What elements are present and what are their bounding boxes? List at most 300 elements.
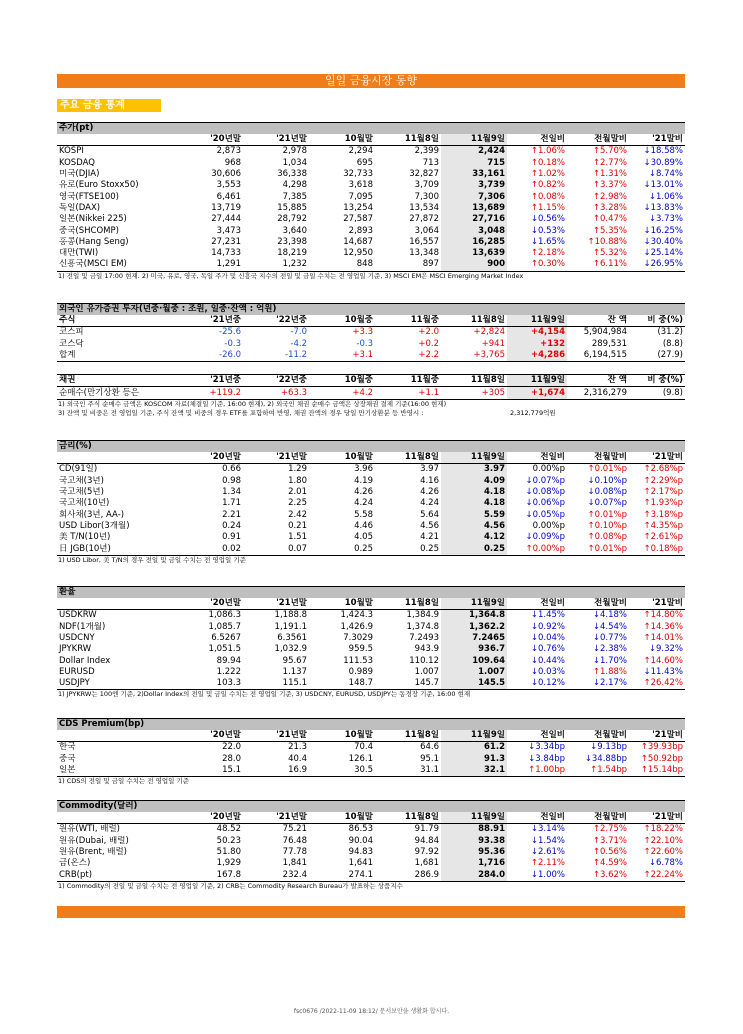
cell-value: 1,085.7 xyxy=(208,621,241,632)
cell-value: +4.2 xyxy=(309,387,375,399)
footnote: 1) 외국인 주식 순매수 금액은 KOSCOM 자료(체결일 기준, 16:00 현재), 2) 외국인 채권 순매수 금액은 상장채권 결제 기준(16:00 현재) xyxy=(58,399,447,408)
cell-value: 7.2465 xyxy=(441,633,507,644)
cell-value: +941 xyxy=(481,338,505,349)
cell-value: 0.66 xyxy=(222,464,241,475)
row-label: 대만(TWI) xyxy=(59,248,99,259)
column-header: '21년중 xyxy=(177,315,243,327)
change-value: ↓8.74% xyxy=(648,169,683,180)
change-value: 0.00%p xyxy=(532,520,565,531)
cell-value: 2,316,279 xyxy=(567,387,629,399)
cell-value: 145.5 xyxy=(441,678,507,690)
table-row xyxy=(57,836,685,847)
row-label: KOSPI xyxy=(59,146,84,157)
change-value: ↑22.24% xyxy=(629,869,685,881)
cell-value: 91.3 xyxy=(441,754,507,765)
cell-value: 4.18 xyxy=(441,487,507,498)
row-label: 일본 xyxy=(57,765,177,777)
cell-value: 1,384.9 xyxy=(406,610,439,621)
row-label: CD(91일) xyxy=(59,464,98,475)
cell-value: 28.0 xyxy=(222,753,241,764)
header-row xyxy=(57,134,685,146)
change-value: ↓0.08%p xyxy=(587,487,627,498)
cell-value: 2,873 xyxy=(216,146,241,157)
footnote: 1) Commodity의 전일 및 금일 수치는 전 영업일 기준, 2) CRB는 Commodity Research Bureau가 발표하는 상품지수 xyxy=(58,881,403,890)
cell-value: -11.2 xyxy=(243,350,309,362)
cell-value: +2,824 xyxy=(473,327,505,338)
cell-value: 900 xyxy=(441,259,507,271)
cell-value: 6.5267 xyxy=(211,633,241,644)
change-value: ↑1.02% xyxy=(530,169,565,180)
change-value: ↑2.29%p xyxy=(643,475,683,486)
cell-value: 23,398 xyxy=(277,236,307,247)
cell-value: +4,154 xyxy=(507,327,567,339)
row-label: 미국(DJIA) xyxy=(59,169,100,180)
cell-value: 0.21 xyxy=(288,520,307,531)
cell-value: +0.2 xyxy=(418,338,439,349)
cell-value: 1,841 xyxy=(282,858,307,869)
cell-value: 7.3029 xyxy=(343,633,373,644)
cell-value: 13,689 xyxy=(441,203,507,214)
cell-value: 32,827 xyxy=(409,169,439,180)
change-value: ↓0.92% xyxy=(530,621,565,632)
rates-section xyxy=(57,440,685,565)
cell-value: 13,348 xyxy=(409,248,439,259)
column-header: 10월중 xyxy=(309,315,375,327)
column-header: '20년말 xyxy=(177,730,243,742)
cell-value: 16.9 xyxy=(243,765,309,777)
stocks-table xyxy=(57,134,685,272)
cell-value: 76.48 xyxy=(282,835,307,846)
cell-value: 1.34 xyxy=(222,487,241,498)
change-value: ↓30.40% xyxy=(643,236,683,247)
cell-value: 3,553 xyxy=(216,180,241,191)
change-value: ↓0.12% xyxy=(507,678,567,690)
cell-value: 0.02 xyxy=(177,543,243,555)
cell-value: 21.3 xyxy=(288,742,307,753)
column-header: '21년말 xyxy=(243,730,309,742)
footnote: 1) JPYKRW는 100엔 기준, 2)Dollar Index의 전일 및 금일 수치는 전 영업일 기준, 3) USDCNY, EURUSD, USDJPY는 동경장 기준, 16:00 현재 xyxy=(58,690,471,699)
change-value: ↑1.00bp xyxy=(507,765,567,777)
table-row xyxy=(57,387,685,399)
row-label: 원유(Brent, 배럴) xyxy=(59,847,127,858)
row-label: CRB(pt) xyxy=(57,869,177,881)
change-value: ↑3.37% xyxy=(592,180,627,191)
table-row xyxy=(57,655,685,666)
table-row xyxy=(57,498,685,509)
cell-value: 943.9 xyxy=(414,644,439,655)
row-label: 홍콩(Hang Seng) xyxy=(59,236,129,247)
cell-value: 12,950 xyxy=(343,248,373,259)
cell-value: 1.51 xyxy=(288,532,307,543)
change-value: ↑0.01%p xyxy=(587,464,627,475)
section-header: 환율 xyxy=(57,586,685,598)
section-header: 외국인 유가증권 투자(년중·월중 : 조원, 일중·잔액 : 억원) xyxy=(57,303,685,315)
row-label: 코스닥 xyxy=(59,338,84,349)
cell-value: 5,904,984 xyxy=(583,327,627,338)
cell-value: 3,473 xyxy=(216,225,241,236)
cell-value: 30,606 xyxy=(211,169,241,180)
column-header xyxy=(57,598,177,610)
change-value: ↓3.73% xyxy=(648,214,683,225)
cell-value: (9.8) xyxy=(629,387,685,399)
row-label: 美 T/N(10년) xyxy=(59,532,111,543)
table-row xyxy=(57,847,685,858)
column-header: '20년말 xyxy=(177,134,243,146)
cell-value: 1.80 xyxy=(288,475,307,486)
cell-value: 27,587 xyxy=(343,214,373,225)
cell-value: 91.79 xyxy=(414,824,439,835)
change-value: ↓1.45% xyxy=(530,610,565,621)
cell-value: +305 xyxy=(441,387,507,399)
table-row xyxy=(57,259,685,271)
row-label: EURUSD xyxy=(59,666,95,677)
cell-value: 94.84 xyxy=(414,835,439,846)
column-header xyxy=(57,812,177,824)
column-header: 11월9일 xyxy=(507,315,567,327)
cell-value: 13,534 xyxy=(409,202,439,213)
cell-value: 3,618 xyxy=(348,180,373,191)
cell-value: 1,034 xyxy=(282,157,307,168)
cell-value: 6,461 xyxy=(216,191,241,202)
row-label: 중국(SHCOMP) xyxy=(59,225,119,236)
cell-value: 50.23 xyxy=(216,835,241,846)
change-value: ↑2.11% xyxy=(530,858,565,869)
column-header: 전월말비 xyxy=(567,730,629,742)
cell-value: -0.3 xyxy=(224,338,241,349)
column-header: 11월9일 xyxy=(441,730,507,742)
column-header: '20년말 xyxy=(177,452,243,464)
cell-value: 95.1 xyxy=(420,753,439,764)
cell-value: 2,294 xyxy=(348,146,373,157)
table-row xyxy=(57,339,685,350)
table-row xyxy=(57,622,685,633)
cell-value: 959.5 xyxy=(348,644,373,655)
row-label: 금(온스) xyxy=(59,858,91,869)
cell-value: 1,051.5 xyxy=(208,644,241,655)
header-row xyxy=(57,812,685,824)
cell-value: -25.6 xyxy=(219,327,241,338)
change-value: ↑5.35% xyxy=(592,225,627,236)
cell-value: 286.9 xyxy=(375,869,441,881)
cell-value: 1,188.8 xyxy=(274,610,307,621)
change-value: ↓0.44% xyxy=(530,655,565,666)
column-header: 11월8일 xyxy=(375,812,441,824)
cell-value: 0.25 xyxy=(375,543,441,555)
change-value: ↓2.61% xyxy=(530,847,565,858)
change-value: ↓13.01% xyxy=(643,180,683,191)
header-row xyxy=(57,452,685,464)
cell-value: 0.25 xyxy=(441,543,507,555)
table-row xyxy=(57,487,685,498)
section-header: Commodity(달러) xyxy=(57,800,685,812)
cell-value: 27,872 xyxy=(409,214,439,225)
cell-value: 94.83 xyxy=(348,847,373,858)
cell-value: 6.3561 xyxy=(277,633,307,644)
cell-value: 4.18 xyxy=(441,498,507,509)
cell-value: +2.0 xyxy=(418,327,439,338)
row-label: 국고채(10년) xyxy=(59,498,110,509)
cell-value: 1.222 xyxy=(216,666,241,677)
change-value: ↓0.05%p xyxy=(525,509,565,520)
cell-value: 695 xyxy=(356,157,373,168)
cell-value: +4,286 xyxy=(507,350,567,362)
row-label: NDF(1개월) xyxy=(59,621,106,632)
table-row xyxy=(57,237,685,248)
table-row xyxy=(57,667,685,678)
column-header: 전월말비 xyxy=(567,452,629,464)
change-value: ↑2.17%p xyxy=(643,487,683,498)
table-row xyxy=(57,765,685,777)
cell-value: 115.1 xyxy=(243,678,309,690)
row-label: 중국 xyxy=(59,753,76,764)
cds-table xyxy=(57,730,685,777)
cell-value: 3,048 xyxy=(441,225,507,236)
change-value: ↓0.08%p xyxy=(525,487,565,498)
row-label: 원유(Dubai, 배럴) xyxy=(59,835,129,846)
cell-value: 90.04 xyxy=(348,835,373,846)
change-value: ↑39.93bp xyxy=(640,742,683,753)
cell-value: (8.8) xyxy=(662,338,683,349)
cell-value: 936.7 xyxy=(441,644,507,655)
change-value: ↓9.13bp xyxy=(590,742,627,753)
row-label: 원유(WTI, 배럴) xyxy=(59,824,120,835)
column-header: '21말비 xyxy=(629,452,685,464)
column-header: 11월중 xyxy=(375,315,441,327)
footnote: 1) 전일 및 금일 17:00 현재. 2) 미국, 유로, 영국, 독일 주가 및 신흥국 지수의 전일 및 금일 수치는 전 영업일 기준, 3) MSCI EM은 MSCI Emerging Market Index xyxy=(58,271,524,280)
column-header: 11월8일 xyxy=(441,375,507,387)
cell-value: 1,364.8 xyxy=(441,610,507,622)
change-value: ↑1.88% xyxy=(592,666,627,677)
cell-value: 1.007 xyxy=(414,666,439,677)
change-value: ↑0.30% xyxy=(507,259,567,271)
cell-value: (27.9) xyxy=(629,350,685,362)
foreign-investment-section xyxy=(57,303,685,418)
change-value: ↑3.18%p xyxy=(643,509,683,520)
column-header: 11월9일 xyxy=(441,812,507,824)
column-header: '21년중 xyxy=(177,375,243,387)
change-value: ↓26.95% xyxy=(629,259,685,271)
cell-value: 3,064 xyxy=(414,225,439,236)
cell-value: 27,231 xyxy=(211,236,241,247)
change-value: ↓0.09%p xyxy=(525,532,565,543)
row-label: 순매수(만기상환 등은 xyxy=(57,387,177,399)
column-header: 10월중 xyxy=(309,375,375,387)
column-header: 잔 액 xyxy=(567,315,629,327)
table-row xyxy=(57,742,685,754)
cell-value: 2,424 xyxy=(441,146,507,158)
column-header: 전일비 xyxy=(507,598,567,610)
rows-table xyxy=(57,315,685,362)
change-value: ↑0.10%p xyxy=(587,520,627,531)
cell-value: 30.5 xyxy=(309,765,375,777)
change-value: ↓1.54% xyxy=(530,835,565,846)
change-value: ↓4.18% xyxy=(592,610,627,621)
cell-value: 95.67 xyxy=(282,655,307,666)
cell-value: 4.26 xyxy=(420,487,439,498)
change-value: ↓25.14% xyxy=(643,248,683,259)
footnote: 1) USD Libor, 美 T/N의 경우 전일 및 금일 수치는 전 영업일 기준 xyxy=(58,555,246,564)
change-value: ↓4.54% xyxy=(592,621,627,632)
cell-value: 7,095 xyxy=(348,191,373,202)
change-value: ↓0.76% xyxy=(530,644,565,655)
cell-value: 289,531 xyxy=(591,338,627,349)
cell-value: 95.36 xyxy=(441,847,507,858)
change-value: ↑1.31% xyxy=(592,169,627,180)
cell-value: 32,733 xyxy=(343,169,373,180)
change-value: ↑3.62% xyxy=(567,869,629,881)
column-header: '22년중 xyxy=(243,375,309,387)
row-label: KOSDAQ xyxy=(59,157,95,168)
cell-value: 848 xyxy=(309,259,375,271)
cell-value: 7,306 xyxy=(441,191,507,202)
cell-value: 2.42 xyxy=(288,509,307,520)
cell-value: 15,885 xyxy=(277,202,307,213)
footer-text: fsc0676 /2022-11-09 18:12/ 문서보안을 생활화 합시다. xyxy=(293,1008,450,1015)
change-value: ↓1.06% xyxy=(648,191,683,202)
change-value: ↓0.53% xyxy=(530,225,565,236)
table-row xyxy=(57,633,685,644)
cell-value: 36,338 xyxy=(277,169,307,180)
change-value: ↓0.07%p xyxy=(587,498,627,509)
change-value: ↓0.04% xyxy=(530,633,565,644)
cell-value: 13,254 xyxy=(343,202,373,213)
table-row xyxy=(57,509,685,520)
table-row xyxy=(57,169,685,180)
cell-value: 4.12 xyxy=(441,532,507,543)
change-value: ↑1.06% xyxy=(530,146,565,157)
cell-value: 0.24 xyxy=(222,520,241,531)
change-value: ↑0.08% xyxy=(530,191,565,202)
cell-value: 88.91 xyxy=(441,824,507,836)
report-title: 일일 금융시장 동향 xyxy=(57,74,685,88)
column-header: 전일비 xyxy=(507,452,567,464)
header-row xyxy=(57,375,685,387)
column-header: 11월8일 xyxy=(375,730,441,742)
cell-value: 111.53 xyxy=(343,655,373,666)
column-header: '21년말 xyxy=(243,812,309,824)
cell-value: 28,792 xyxy=(277,214,307,225)
column-header: '20년말 xyxy=(177,598,243,610)
rates-table xyxy=(57,452,685,556)
change-value: 0.00%p xyxy=(532,464,565,475)
change-value: ↓30.89% xyxy=(643,157,683,168)
change-value: ↑14.01% xyxy=(643,633,683,644)
change-value: ↓3.84bp xyxy=(528,753,565,764)
table-row xyxy=(57,146,685,158)
cell-value: 2,399 xyxy=(414,146,439,157)
change-value: ↑0.01%p xyxy=(567,543,629,555)
cell-value: +119.2 xyxy=(177,387,243,399)
cell-value: 2.25 xyxy=(288,498,307,509)
table-row xyxy=(57,158,685,169)
change-value: ↓16.25% xyxy=(643,225,683,236)
cell-value: 110.12 xyxy=(409,655,439,666)
cell-value: 13,639 xyxy=(441,248,507,259)
header-row xyxy=(57,315,685,327)
cell-value: 1.007 xyxy=(441,667,507,678)
table-row xyxy=(57,824,685,836)
cell-value: 64.6 xyxy=(420,742,439,753)
cell-value: 103.3 xyxy=(177,678,243,690)
row-label: JPYKRW xyxy=(59,644,92,655)
cell-value: 145.7 xyxy=(375,678,441,690)
section-subtitle: 주요 금융 통계 xyxy=(57,99,161,112)
change-value: ↓9.32% xyxy=(648,644,683,655)
change-value: ↓2.17% xyxy=(567,678,629,690)
column-header: 11월9일 xyxy=(441,134,507,146)
cell-value: 232.4 xyxy=(243,869,309,881)
cell-value: 27,444 xyxy=(211,214,241,225)
change-value: ↑26.42% xyxy=(629,678,685,690)
column-header: 10월말 xyxy=(309,812,375,824)
table-row xyxy=(57,350,685,362)
change-value: ↓3.14% xyxy=(530,824,565,835)
cell-value: +1,674 xyxy=(507,387,567,399)
cds-section xyxy=(57,718,685,786)
row-label: 국고채(3년) xyxy=(59,475,104,486)
cell-value: 4.46 xyxy=(354,520,373,531)
cell-value: 1,291 xyxy=(177,259,243,271)
column-header: '20년말 xyxy=(177,812,243,824)
cell-value: 14,733 xyxy=(211,248,241,259)
cell-value: 86.53 xyxy=(348,824,373,835)
column-header: 10월말 xyxy=(309,730,375,742)
cell-value: 16,285 xyxy=(441,237,507,248)
cell-value: 97.92 xyxy=(414,847,439,858)
change-value: ↑4.59% xyxy=(592,858,627,869)
cell-value: 75.21 xyxy=(282,824,307,835)
row-label: USDCNY xyxy=(59,633,95,644)
table-row xyxy=(57,521,685,532)
change-value: ↑0.56% xyxy=(592,847,627,858)
change-value: ↓0.06%p xyxy=(525,498,565,509)
table-row xyxy=(57,678,685,690)
cell-value: 897 xyxy=(375,259,441,271)
row-label: 한국 xyxy=(59,742,76,753)
cell-value: 1,681 xyxy=(414,858,439,869)
change-value: ↑2.61%p xyxy=(643,532,683,543)
cell-value: 1,232 xyxy=(243,259,309,271)
cell-value: +132 xyxy=(507,339,567,350)
column-header: 11월중 xyxy=(375,375,441,387)
footnote xyxy=(57,409,685,418)
column-header: 10월말 xyxy=(309,598,375,610)
table-row xyxy=(57,214,685,225)
column-header: 11월9일 xyxy=(441,452,507,464)
change-value: ↑1.54bp xyxy=(567,765,629,777)
cell-value: 167.8 xyxy=(177,869,243,881)
cell-value: 1,929 xyxy=(216,858,241,869)
cell-value: 148.7 xyxy=(309,678,375,690)
change-value: ↓1.65% xyxy=(530,236,565,247)
change-value: ↑2.98% xyxy=(592,191,627,202)
cell-value: 4.19 xyxy=(354,475,373,486)
cell-value: 1,641 xyxy=(348,858,373,869)
section-header: 주가(pt) xyxy=(57,122,685,134)
cell-value: 0.07 xyxy=(243,543,309,555)
cell-value: 1,362.2 xyxy=(441,622,507,633)
column-header: 11월8일 xyxy=(375,598,441,610)
table-row xyxy=(57,191,685,202)
cell-value: 27,716 xyxy=(441,214,507,225)
cell-value: 14,687 xyxy=(343,236,373,247)
change-value: ↑2.77% xyxy=(592,157,627,168)
change-value: ↑1.93%p xyxy=(643,498,683,509)
cell-value: 0.25 xyxy=(309,543,375,555)
column-header: 비 중(%) xyxy=(629,315,685,327)
cell-value: 5.59 xyxy=(441,509,507,520)
column-header: 채권 xyxy=(57,375,177,387)
